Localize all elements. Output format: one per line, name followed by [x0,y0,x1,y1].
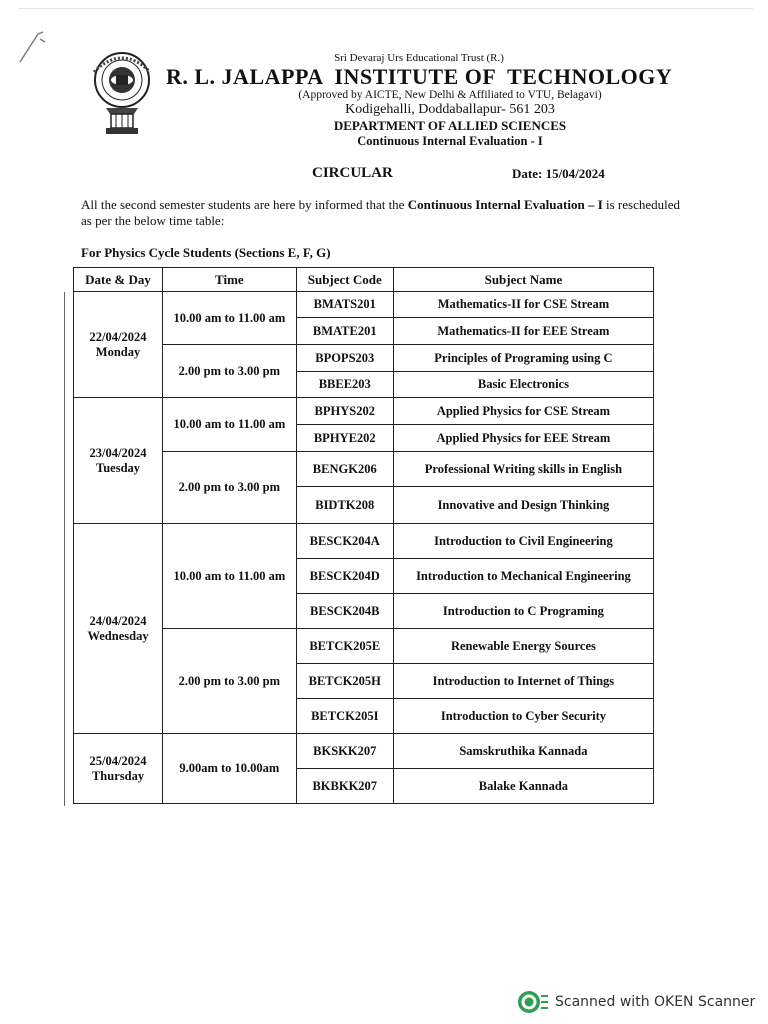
subject-code-cell: BKBKK207 [296,769,393,804]
subject-code-cell: BMATE201 [296,318,393,345]
subject-name-cell: Introduction to Cyber Security [393,699,653,734]
exam-day: Monday [95,344,141,359]
approval-line: (Approved by AICTE, New Delhi & Affiliated to VTU, Belagavi) [298,89,602,101]
header-time: Time [163,268,297,292]
scanner-logo-icon [517,990,549,1014]
subject-code-cell: BETCK205I [296,699,393,734]
time-slot-cell: 10.00 am to 11.00 am [163,292,297,345]
subject-code-cell: BMATS201 [296,292,393,318]
time-slot-cell: 10.00 am to 11.00 am [163,398,297,452]
subject-code-cell: BENGK206 [296,452,393,487]
subject-name-cell: Professional Writing skills in English [393,452,653,487]
subject-name-cell: Introduction to Civil Engineering [393,524,653,559]
time-slot-cell: 9.00am to 10.00am [163,734,297,804]
date-day-cell [74,734,163,804]
subject-name-cell: Basic Electronics [393,372,653,398]
table-row [74,292,654,318]
subject-code-cell: BPHYS202 [296,398,393,425]
section-heading: For Physics Cycle Students (Sections E, F, G) [81,245,331,260]
date-day-cell [74,398,163,524]
address-line: Kodigehalli, Doddaballapur- 561 203 [345,102,555,117]
table-header-row [74,268,654,292]
subject-name-cell: Balake Kannada [393,769,653,804]
subject-code-cell: BESCK204A [296,524,393,559]
subject-code-cell: BIDTK208 [296,487,393,524]
date-day-cell [74,524,163,734]
exam-title: Continuous Internal Evaluation - I [357,134,543,148]
circular-date: Date: 15/04/2024 [512,166,605,181]
date-day-cell [74,292,163,398]
department-name: DEPARTMENT OF ALLIED SCIENCES [333,118,567,133]
subject-name-cell: Innovative and Design Thinking [393,487,653,524]
scan-margin-line [64,292,65,806]
subject-code-cell: BBEE203 [296,372,393,398]
circular-body: All the second semester students are here by informed that the Continuous Internal Evaluation – I is rescheduled as per the below time table: [81,197,681,228]
exam-day: Wednesday [87,628,149,643]
header-subject-code: Subject Code [296,268,393,292]
trust-name: Sri Devaraj Urs Educational Trust (R.) [334,52,504,64]
subject-name-cell: Mathematics-II for CSE Stream [393,292,653,318]
scanner-label: Scanned with OKEN Scanner [555,994,756,1010]
subject-code-cell: BKSKK207 [296,734,393,769]
exam-date: 22/04/2024 [89,329,147,344]
subject-code-cell: BPOPS203 [296,345,393,372]
subject-code-cell: BETCK205E [296,629,393,664]
subject-code-cell: BPHYE202 [296,425,393,452]
subject-name-cell: Mathematics-II for EEE Stream [393,318,653,345]
time-slot-cell: 2.00 pm to 3.00 pm [163,345,297,398]
subject-name-cell: Principles of Programing using C [393,345,653,372]
header-subject-name: Subject Name [393,268,653,292]
subject-name-cell: Applied Physics for CSE Stream [393,398,653,425]
time-slot-cell: 10.00 am to 11.00 am [163,524,297,629]
institute-name: R. L. JALAPPA INSTITUTE OF TECHNOLOGY [166,64,673,89]
exam-date: 23/04/2024 [89,445,147,460]
subject-code-cell: BESCK204D [296,559,393,594]
table-row [74,398,654,425]
subject-name-cell: Samskruthika Kannada [393,734,653,769]
time-slot-cell: 2.00 pm to 3.00 pm [163,629,297,734]
scanner-watermark [517,990,755,1014]
subject-name-cell: Renewable Energy Sources [393,629,653,664]
exam-day: Thursday [91,768,145,783]
subject-name-cell: Introduction to Internet of Things [393,664,653,699]
header-date-day: Date & Day [74,268,163,292]
scan-edge-line [18,8,753,9]
circular-title: CIRCULAR [312,165,393,181]
table-row [74,734,654,769]
exam-date: 25/04/2024 [89,753,147,768]
subject-code-cell: BETCK205H [296,664,393,699]
exam-day: Tuesday [96,460,141,475]
table-row [74,524,654,559]
subject-name-cell: Applied Physics for EEE Stream [393,425,653,452]
subject-name-cell: Introduction to Mechanical Engineering [393,559,653,594]
timetable [73,267,654,804]
subject-code-cell: BESCK204B [296,594,393,629]
time-slot-cell: 2.00 pm to 3.00 pm [163,452,297,524]
exam-date: 24/04/2024 [89,613,147,628]
subject-name-cell: Introduction to C Programing [393,594,653,629]
